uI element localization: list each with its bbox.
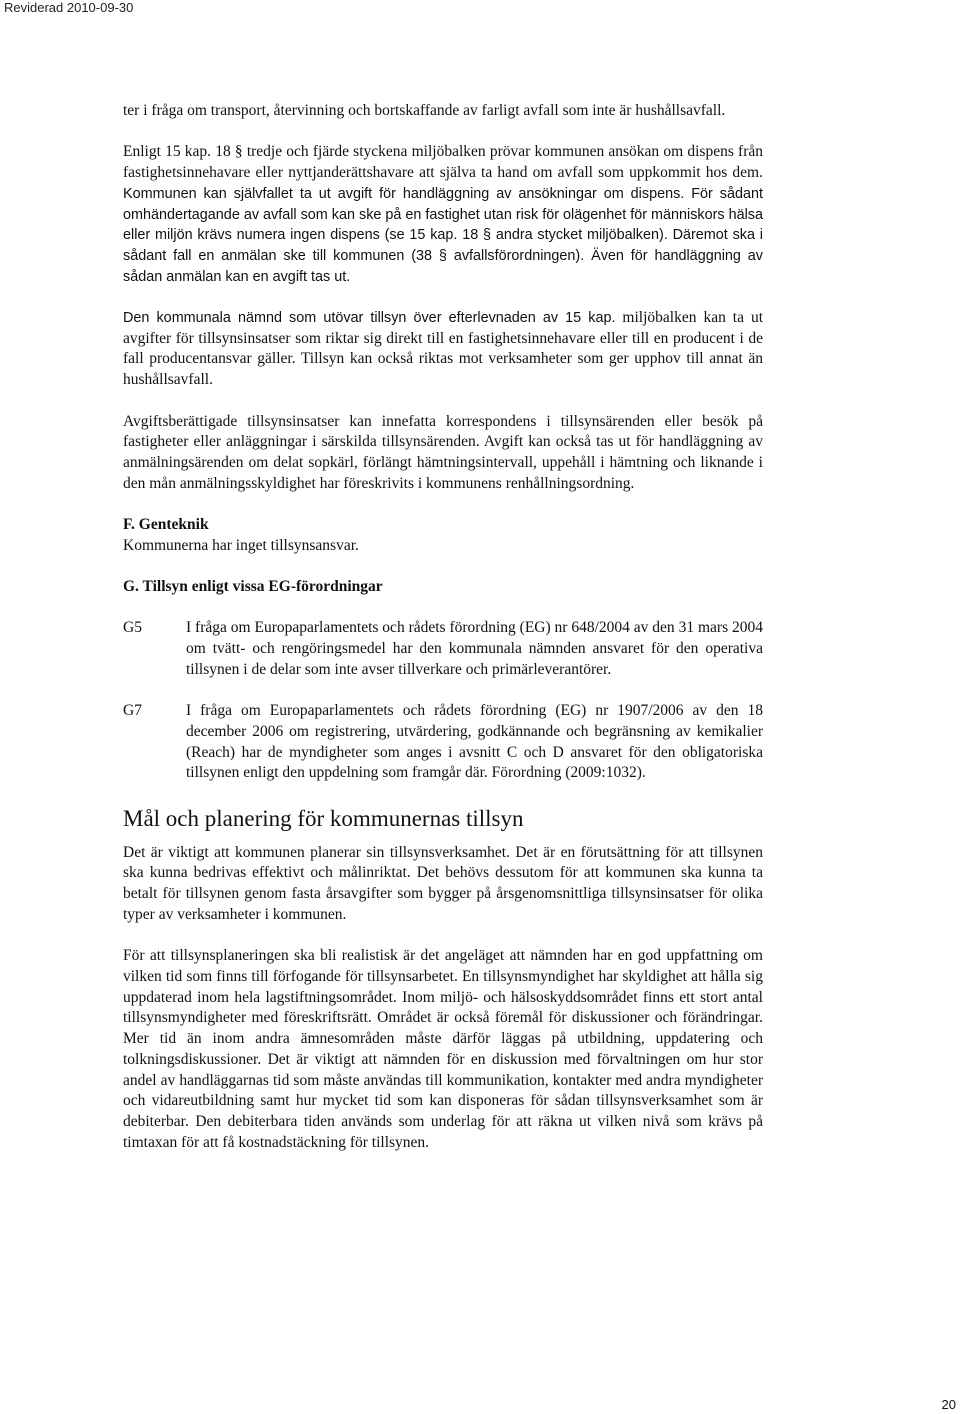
- list-item-g7: [123, 701, 763, 784]
- item-code: G5: [123, 619, 142, 637]
- paragraph-realistic-planning: För att tillsynsplaneringen ska bli realistisk är det angeläget att nämnden har en god uppfattning om vilken tid som finns till förfogande för tillsynsarbetet. En tillsynsmyndighet har skyldighet att hålla sig uppdaterad inom hela lagstiftningsområdet. Inom miljö- och hälsoskyddsområdet finns ett stort antal tillsynsmyndigheter med föreskriftsrätt. Området är också föremål för diskussioner och förändringar. Mer tid än inom andra ämnesområden måste därför läggas på utbildning, uppdatering och tolkningsdiskussioner. Det är viktigt att nämnden för en diskussion med förvaltningen om hur stor andel av handläggarnas tid som måste användas till kommunikation, kontakter med andra myndigheter och vidareutbildning samt hur mycket tid som kan disponeras för sådan tillsynsverksamhet som är debiterbar. Den debiterbara tiden används som underlag för att räkna ut vilken nivå som krävs på timtaxan för att få kostnadstäckning för tillsynen.: [123, 947, 763, 1151]
- paragraph-dispensation: [123, 142, 763, 287]
- item-text: I fråga om Europaparlamentets och rådets förordning (EG) nr 648/2004 av den 31 mars 2004 om tvätt- och rengöringsmedel har den kommunala nämnden ansvaret för den operativa tillsynen i de delar som inte avser tillverkare och primärleverantörer.: [186, 619, 763, 678]
- page-number: 20: [941, 1397, 956, 1412]
- paragraph-hazardous-waste: ter i fråga om transport, återvinning och bortskaffande av farligt avfall som inte är hushållsavfall.: [123, 102, 726, 119]
- paragraph-dispensation-fee-text: Kommunen kan självfallet ta ut avgift för handläggning av ansökningar om dispens.: [123, 185, 685, 202]
- paragraph-supervisory-fees-lead: Den kommunala nämnd som utövar tillsyn över efterlevnaden av 15 kap.: [123, 310, 616, 326]
- paragraph-dispensation-text: Enligt 15 kap. 18 § tredje och fjärde styckena miljöbalken prövar kommunen ansökan om dispens från fastighetsinnehavare eller nyttjanderättshavare att själva ta hand om avfall som uppkommit hos dem.: [123, 143, 763, 182]
- paragraph-planning: Det är viktigt att kommunen planerar sin tillsynsverksamhet. Det är en förutsättning för att tillsynen ska kunna bedrivas effektivt och målinriktat. Det behövs dessutom för att kommunen ska kunna ta betalt för tillsynen genom fasta årsavgifter som bygger på årsgenomsnittliga tillsynsinsatser för olika typer av verksamheter i kommunen.: [123, 843, 763, 923]
- list-item-g5: [123, 618, 763, 680]
- paragraph-dispensation-notification-text: För sådant omhändertagande av avfall som kan ske på en fastighet utan risk för olägenhet för människors hälsa eller miljön krävs numera ingen dispens (se 15 kap. 18 § andra stycket miljöbalken). Däremot ska i sådant fall en anmälan ske till kommunen (38 § avfallsförordningen). Även för handläggning av sådan anmälan kan en avgift tas ut.: [123, 185, 763, 285]
- item-code: G7: [123, 702, 142, 720]
- section-f-heading: F. Genteknik: [123, 516, 209, 533]
- document-body: [123, 101, 763, 1174]
- section-goal-title: Mål och planering för kommunernas tillsyn: [123, 805, 524, 831]
- section-f-text: Kommunerna har inget tillsynsansvar.: [123, 536, 359, 554]
- paragraph-fee-eligible: Avgiftsberättigade tillsynsinsatser kan innefatta korrespondens i tillsynsärenden eller besök på fastigheter eller anläggningar i särskilda tillsynsärenden. Avgift kan också tas ut för handläggning av anmälningsärenden om delat sopkärl, förlängt hämtningsintervall, uppehåll i hämtning och liknande i den mån anmälningsskyldighet har föreskrivits i kommunens renhållningsordning.: [123, 412, 763, 492]
- paragraph-supervisory-fees: [123, 308, 763, 391]
- section-g-heading: G. Tillsyn enligt vissa EG-förordningar: [123, 578, 383, 596]
- paragraph-supervisory-fees-text: miljöbalken kan ta ut avgifter för tillsynsinsatser som riktar sig direkt till en fastighetsinnehavare eller till en producent i de fall producentansvar gäller. Tillsyn kan också riktas mot verksamheter som ger upphov till annat än hushållsavfall.: [123, 309, 763, 389]
- revision-date: Reviderad 2010-09-30: [4, 0, 134, 15]
- item-text: I fråga om Europaparlamentets och rådets förordning (EG) nr 1907/2006 av den 18 december 2006 om registrering, utvärdering, godkännande och begränsning av kemikalier (Reach) har de myndigheter som anges i avsnitt C och D ansvaret för den obligatoriska tillsynen enligt den uppdelning som framgår där. Förordning (2009:1032).: [186, 702, 763, 782]
